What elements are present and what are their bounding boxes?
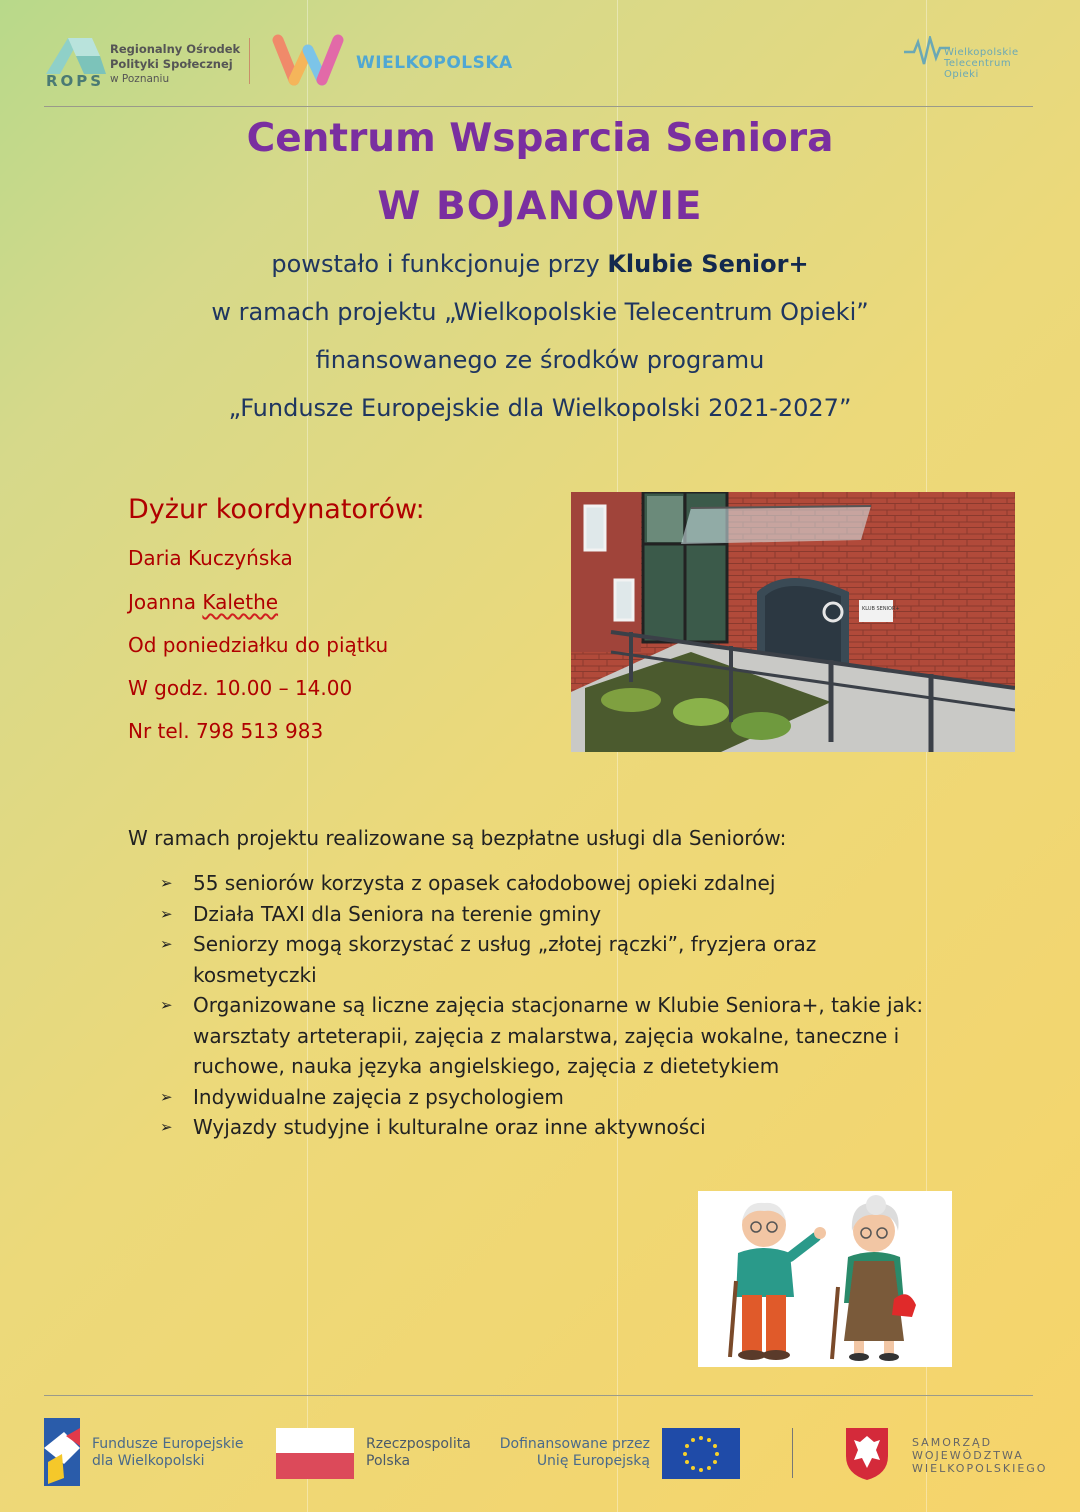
duty-phone: Nr tel. 798 513 983 [128, 719, 324, 743]
list-item-text: Organizowane są liczne zajęcia stacjonarne w Klubie Seniora+, takie jak: warsztaty arteterapii, zajęcia z malarstwa, zajęcia wokalne, taneczne i ruchowe, nauka języka angielskiego, zajęcia z dietetykiem [193, 993, 924, 1078]
rp-line-2: Polska [366, 1453, 411, 1469]
rops-line-3: w Poznaniu [110, 73, 170, 85]
list-item [160, 1112, 960, 1143]
list-item [160, 929, 960, 990]
fundusze-europejskie-text [92, 1436, 244, 1470]
list-item-text: 55 seniorów korzysta z opasek całodobowej opieki zdalnej [193, 871, 776, 895]
list-item-text: Indywidualne zajęcia z psychologiem [193, 1084, 564, 1109]
fe-line-2: dla Wielkopolski [92, 1453, 205, 1469]
ue-line-2: Unię Europejską [536, 1453, 650, 1469]
duty-person-2-first: Joanna [128, 590, 203, 614]
sw-line-3: WIELKOPOLSKIEGO [912, 1462, 1048, 1475]
services-intro: W ramach projektu realizowane są bezpłatne usługi dla Seniorów: [128, 826, 787, 850]
sw-line-2: WOJEWÓDZTWA [912, 1449, 1024, 1462]
list-item [160, 1082, 960, 1113]
bullet-arrow-icon: ➢ [160, 935, 173, 953]
duty-person-1: Daria Kuczyńska [128, 546, 293, 570]
rp-line-1: Rzeczpospolita [366, 1436, 471, 1452]
duty-heading: Dyżur koordynatorów: [128, 494, 425, 525]
rops-name [110, 42, 240, 87]
intro-line-3: finansowanego ze środków programu [315, 346, 765, 374]
footer-divider [44, 1395, 1033, 1396]
wto-line-3: Opieki [944, 69, 979, 80]
list-item-text: Seniorzy mogą skorzystać z usług „złotej rączki”, fryzjera oraz kosmetyczki [193, 932, 817, 987]
header-separator [249, 38, 250, 84]
bullet-arrow-icon: ➢ [160, 874, 173, 892]
intro-line-1-text: powstało i funkcjonuje przy [271, 250, 608, 278]
seniors-illustration [698, 1191, 952, 1367]
wto-line-2: Telecentrum [944, 58, 1012, 69]
footer-separator [792, 1428, 793, 1478]
wto-line-1: Wielkopolskie [944, 47, 1019, 58]
fundusze-europejskie-logo-icon [44, 1418, 84, 1486]
intro-line-4: „Fundusze Europejskie dla Wielkopolski 2021-2027” [228, 394, 852, 422]
duty-days: Od poniedziałku do piątku [128, 633, 389, 657]
intro-klub-senior: Klubie Senior+ [607, 250, 809, 278]
bullet-arrow-icon: ➢ [160, 904, 173, 923]
intro-line-2: w ramach projektu „Wielkopolskie Telecentrum Opieki” [211, 298, 869, 326]
list-item [160, 899, 960, 930]
rops-logo-icon [46, 34, 106, 76]
duty-person-2 [128, 590, 278, 614]
intro-line-1 [0, 250, 1080, 278]
page-title: Centrum Wsparcia Seniora [246, 116, 834, 161]
sw-line-1: SAMORZĄD [912, 1436, 993, 1449]
header-divider [44, 106, 1033, 107]
bullet-arrow-icon: ➢ [160, 996, 173, 1014]
photo-sign-text: KLUB SENIOR+ [862, 606, 900, 612]
ue-line-1: Dofinansowane przez [499, 1436, 650, 1452]
eu-cofinancing-text [490, 1436, 650, 1470]
rops-line-1: Regionalny Ośrodek [110, 42, 241, 56]
entrance-photo [571, 492, 1015, 752]
services-list [160, 868, 960, 1143]
list-item-text: Wyjazdy studyjne i kulturalne oraz inne aktywności [193, 1115, 706, 1139]
page-subtitle: W BOJANOWIE [377, 184, 703, 229]
fe-line-1: Fundusze Europejskie [92, 1436, 244, 1452]
samorzad-text [912, 1436, 1047, 1475]
wielkopolska-coat-of-arms-icon [844, 1426, 890, 1480]
wielkopolska-wordmark: WIELKOPOLSKA [356, 53, 513, 73]
rops-letters: ROPS [46, 72, 105, 90]
telecentrum-name [944, 47, 1019, 80]
polish-flag-icon [276, 1428, 354, 1479]
rops-line-2: Polityki Społecznej [110, 57, 233, 71]
bullet-arrow-icon: ➢ [160, 1087, 173, 1106]
duty-hours: W godz. 10.00 – 14.00 [128, 676, 353, 700]
list-item-text: Działa TAXI dla Seniora na terenie gminy [193, 901, 602, 926]
list-item [160, 868, 960, 899]
duty-person-2-last: Kalethe [202, 590, 279, 614]
list-item [160, 990, 960, 1082]
eu-flag-icon [662, 1428, 740, 1479]
wielkopolska-logo-icon [272, 32, 344, 88]
rzeczpospolita-text [366, 1436, 471, 1470]
bullet-arrow-icon: ➢ [160, 1118, 173, 1136]
